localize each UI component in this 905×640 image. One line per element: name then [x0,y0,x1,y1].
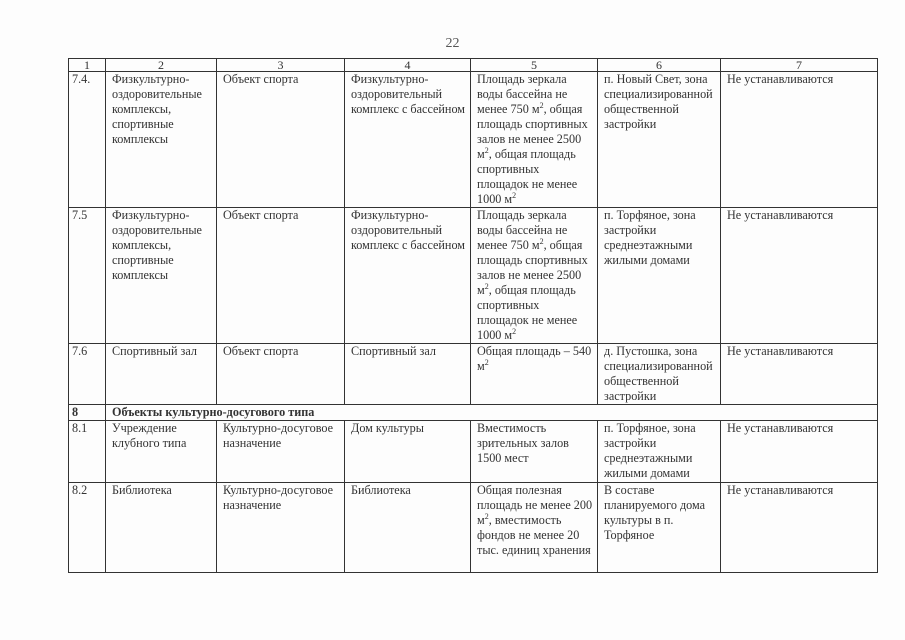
table-row [69,483,878,573]
object-name: Физкультурно-оздоровительные комплексы, спортивные комплексы [106,72,217,208]
object-location: п. Торфяное, зона застройки среднеэтажными жилыми домами [598,421,721,483]
object-category: Объект спорта [217,344,345,405]
object-parameters [471,208,598,344]
parameter-text: Общая полезная площадь не менее 200 м [477,483,593,527]
object-name: Библиотека [106,483,217,573]
zone-characteristics: Не устанавливаются [721,208,878,344]
section-number: 8 [69,405,106,421]
unit-exponent: 2 [539,100,544,110]
object-location: п. Новый Свет, зона специализированной общественной застройки [598,72,721,208]
parameter-text: , общая площадь спортивных площадок не менее 1000 м [477,283,578,342]
object-parameters [471,483,598,573]
unit-exponent: 2 [539,236,544,246]
section-row [69,405,878,421]
row-number: 7.5 [69,208,106,344]
parameter-text: Общая площадь – 540 м [477,344,592,373]
section-title: Объекты культурно-досугового типа [106,405,878,421]
page-number: 22 [445,36,460,51]
object-category: Культурно-досуговое назначение [217,421,345,483]
object-type: Физкультурно-оздоровительный комплекс с бассейном [345,72,471,208]
parameter-text: , общая площадь спортивных залов не менее 2500 м [477,102,588,161]
parameter-text: Вместимость зрительных залов 1500 мест [477,421,569,465]
object-location: п. Торфяное, зона застройки среднеэтажными жилыми домами [598,208,721,344]
zone-characteristics: Не устанавливаются [721,344,878,405]
zone-characteristics: Не устанавливаются [721,72,878,208]
object-name: Учреждение клубного типа [106,421,217,483]
object-type: Дом культуры [345,421,471,483]
column-number-row [69,59,878,72]
column-number: 3 [217,59,345,72]
column-number: 2 [106,59,217,72]
zone-characteristics: Не устанавливаются [721,421,878,483]
parameter-text: , вместимость фондов не менее 20 тыс. единиц хранения [477,513,591,557]
zone-characteristics: Не устанавливаются [721,483,878,573]
unit-exponent: 2 [484,145,489,155]
table-row [69,72,878,208]
object-parameters [471,72,598,208]
unit-exponent: 2 [484,281,489,291]
object-category: Объект спорта [217,72,345,208]
table-row [69,344,878,405]
object-type: Библиотека [345,483,471,573]
object-category: Культурно-досуговое назначение [217,483,345,573]
object-type: Физкультурно-оздоровительный комплекс с бассейном [345,208,471,344]
column-number: 5 [471,59,598,72]
row-number: 7.4. [69,72,106,208]
parameter-text: Площадь зеркала воды бассейна не менее 750 м [477,72,568,116]
column-number: 1 [69,59,106,72]
parameter-text: , общая площадь спортивных площадок не менее 1000 м [477,147,578,206]
row-number: 7.6 [69,344,106,405]
object-name: Физкультурно-оздоровительные комплексы, спортивные комплексы [106,208,217,344]
object-type: Спортивный зал [345,344,471,405]
column-number: 4 [345,59,471,72]
object-location: В составе планируемого дома культуры в п. Торфяное [598,483,721,573]
unit-exponent: 2 [484,357,489,367]
object-category: Объект спорта [217,208,345,344]
column-number: 6 [598,59,721,72]
row-number: 8.2 [69,483,106,573]
table-row [69,421,878,483]
column-number: 7 [721,59,878,72]
unit-exponent: 2 [512,326,517,336]
parameter-text: Площадь зеркала воды бассейна не менее 750 м [477,208,568,252]
unit-exponent: 2 [484,511,489,521]
object-name: Спортивный зал [106,344,217,405]
object-parameters [471,344,598,405]
unit-exponent: 2 [512,190,517,200]
table-row [69,208,878,344]
object-parameters [471,421,598,483]
row-number: 8.1 [69,421,106,483]
planned-objects-table [68,58,878,573]
object-location: д. Пустошка, зона специализированной общественной застройки [598,344,721,405]
parameter-text: , общая площадь спортивных залов не менее 2500 м [477,238,588,297]
